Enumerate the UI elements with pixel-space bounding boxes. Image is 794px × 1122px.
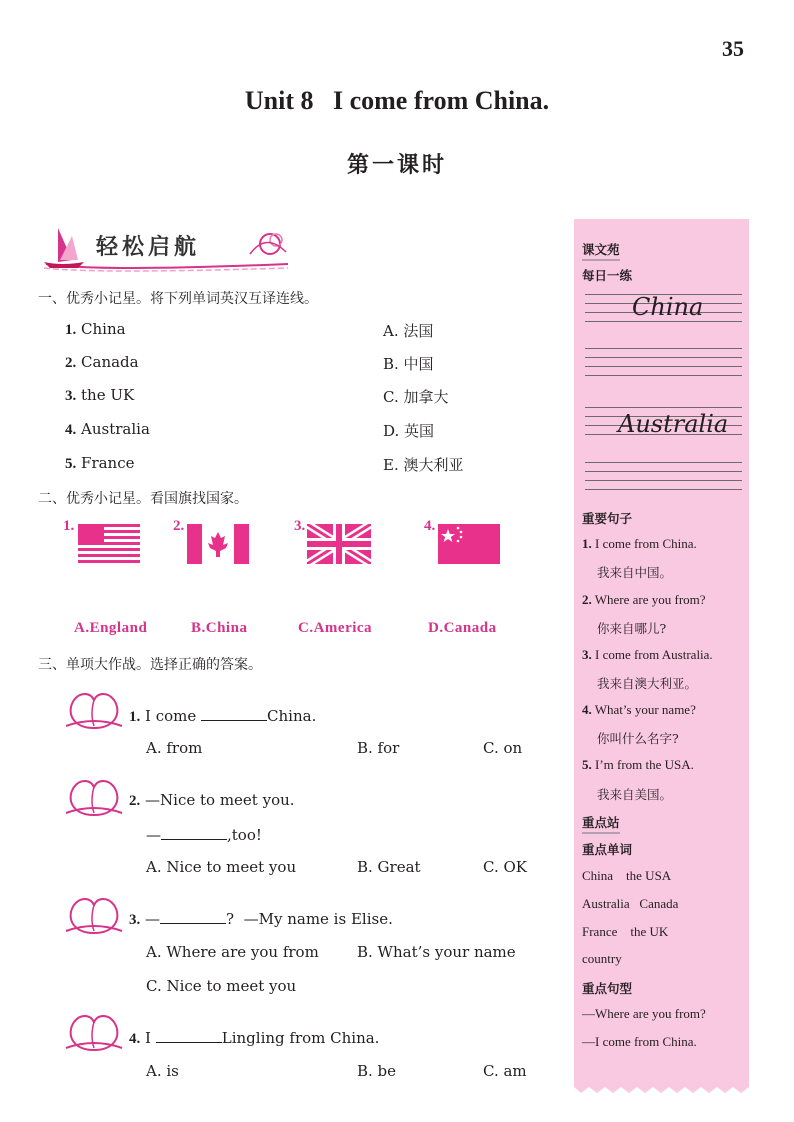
peach-icon — [64, 891, 124, 937]
flag-number-3: 3. — [294, 518, 306, 534]
match-option-e: E. 澳大利亚 — [383, 456, 464, 474]
sidebar-meiri: 每日一练 — [582, 268, 633, 283]
section2-heading: 二、优秀小记星。看国旗找国家。 — [38, 491, 248, 507]
sentence-2-cn: 你来自哪儿? — [597, 621, 667, 636]
sentence-4-cn: 你叫什么名字? — [597, 731, 679, 746]
q2-option-b: B. Great — [357, 858, 421, 876]
peach-icon — [64, 1008, 124, 1054]
q4-option-a: A. is — [146, 1062, 179, 1080]
flag-option-d: D.Canada — [428, 620, 497, 636]
banner-title: 轻松启航 — [96, 235, 201, 260]
question-1: 1. I come China. — [129, 707, 317, 725]
key-words-row-4: country — [582, 951, 622, 966]
sentence-3-en: 3. I come from Australia. — [582, 647, 713, 662]
sentence-1-cn: 我来自中国。 — [597, 565, 673, 580]
sentence-5-en: 5. I’m from the USA. — [582, 757, 694, 772]
uk-flag-icon — [307, 524, 371, 564]
match-item-5: 5. France — [65, 454, 135, 472]
question-4: 4. I Lingling from China. — [129, 1029, 380, 1047]
key-words-row-1: China the USA — [582, 868, 672, 883]
match-option-c: C. 加拿大 — [383, 388, 449, 406]
sidebar-pattern-heading: 重点句型 — [582, 981, 633, 996]
answer-blank[interactable] — [160, 909, 226, 924]
match-option-d: D. 英国 — [383, 422, 435, 440]
sentence-3-cn: 我来自澳大利亚。 — [597, 676, 698, 691]
q3-option-a: A. Where are you from — [146, 943, 319, 961]
practice-word-1: China — [632, 293, 704, 321]
flag-number-1: 1. — [63, 518, 75, 534]
question-2-line2: — ,too! — [146, 826, 262, 844]
sidebar-kewenyuan: 课文苑 — [582, 240, 620, 261]
q2-option-a: A. Nice to meet you — [146, 858, 297, 876]
handwriting-lines-4 — [585, 462, 742, 498]
answer-blank[interactable] — [201, 706, 267, 721]
flag-option-c: C.America — [298, 620, 373, 636]
page-number: 35 — [722, 36, 744, 61]
china-flag-icon — [438, 524, 500, 564]
match-item-1: 1. China — [65, 320, 126, 338]
usa-flag-icon — [78, 524, 140, 564]
q1-option-a: A. from — [146, 739, 203, 757]
pattern-line-1: —Where are you from? — [582, 1006, 706, 1021]
match-option-b: B. 中国 — [383, 355, 434, 373]
match-item-3: 3. the UK — [65, 386, 135, 404]
flag-option-a: A.England — [74, 620, 148, 636]
q3-option-c: C. Nice to meet you — [146, 977, 297, 995]
flag-number-4: 4. — [424, 518, 436, 534]
peach-icon — [64, 773, 124, 819]
section3-heading: 三、单项大作战。选择正确的答案。 — [38, 657, 262, 673]
question-2: 2. —Nice to meet you. — [129, 791, 295, 809]
question-3: 3. — ? —My name is Elise. — [129, 910, 393, 928]
lesson-subtitle: 第一课时 — [346, 153, 447, 178]
practice-word-2: Australia — [618, 410, 729, 438]
canada-flag-icon — [187, 524, 249, 564]
sidebar-zhongdian: 重点站 — [582, 813, 620, 834]
section-banner — [38, 222, 290, 274]
answer-blank[interactable] — [161, 825, 227, 840]
match-option-a: A. 法国 — [383, 322, 434, 340]
sentence-2-en: 2. Where are you from? — [582, 592, 706, 607]
sidebar-sentences-heading: 重要句子 — [582, 511, 633, 526]
zigzag-edge — [574, 1084, 749, 1094]
sidebar-words-heading: 重点单词 — [582, 842, 633, 857]
q2-option-c: C. OK — [483, 858, 527, 876]
answer-blank[interactable] — [156, 1028, 222, 1043]
match-item-4: 4. Australia — [65, 420, 150, 438]
sentence-5-cn: 我来自美国。 — [597, 787, 673, 802]
q1-option-c: C. on — [483, 739, 523, 757]
q4-option-b: B. be — [357, 1062, 397, 1080]
q4-option-c: C. am — [483, 1062, 527, 1080]
peach-icon — [64, 686, 124, 732]
flag-option-b: B.China — [191, 620, 248, 636]
q1-option-b: B. for — [357, 739, 400, 757]
section1-heading: 一、优秀小记星。将下列单词英汉互译连线。 — [38, 291, 318, 307]
flag-number-2: 2. — [173, 518, 185, 534]
key-words-row-2: Australia Canada — [582, 896, 679, 911]
key-words-row-3: France the UK — [582, 924, 669, 939]
unit-title: Unit 8 I come from China. — [244, 86, 550, 115]
sentence-1-en: 1. I come from China. — [582, 536, 697, 551]
pattern-line-2: —I come from China. — [582, 1034, 697, 1049]
q3-option-b: B. What’s your name — [357, 943, 516, 961]
handwriting-lines-2 — [585, 348, 742, 384]
sentence-4-en: 4. What’s your name? — [582, 702, 696, 717]
match-item-2: 2. Canada — [65, 353, 139, 371]
